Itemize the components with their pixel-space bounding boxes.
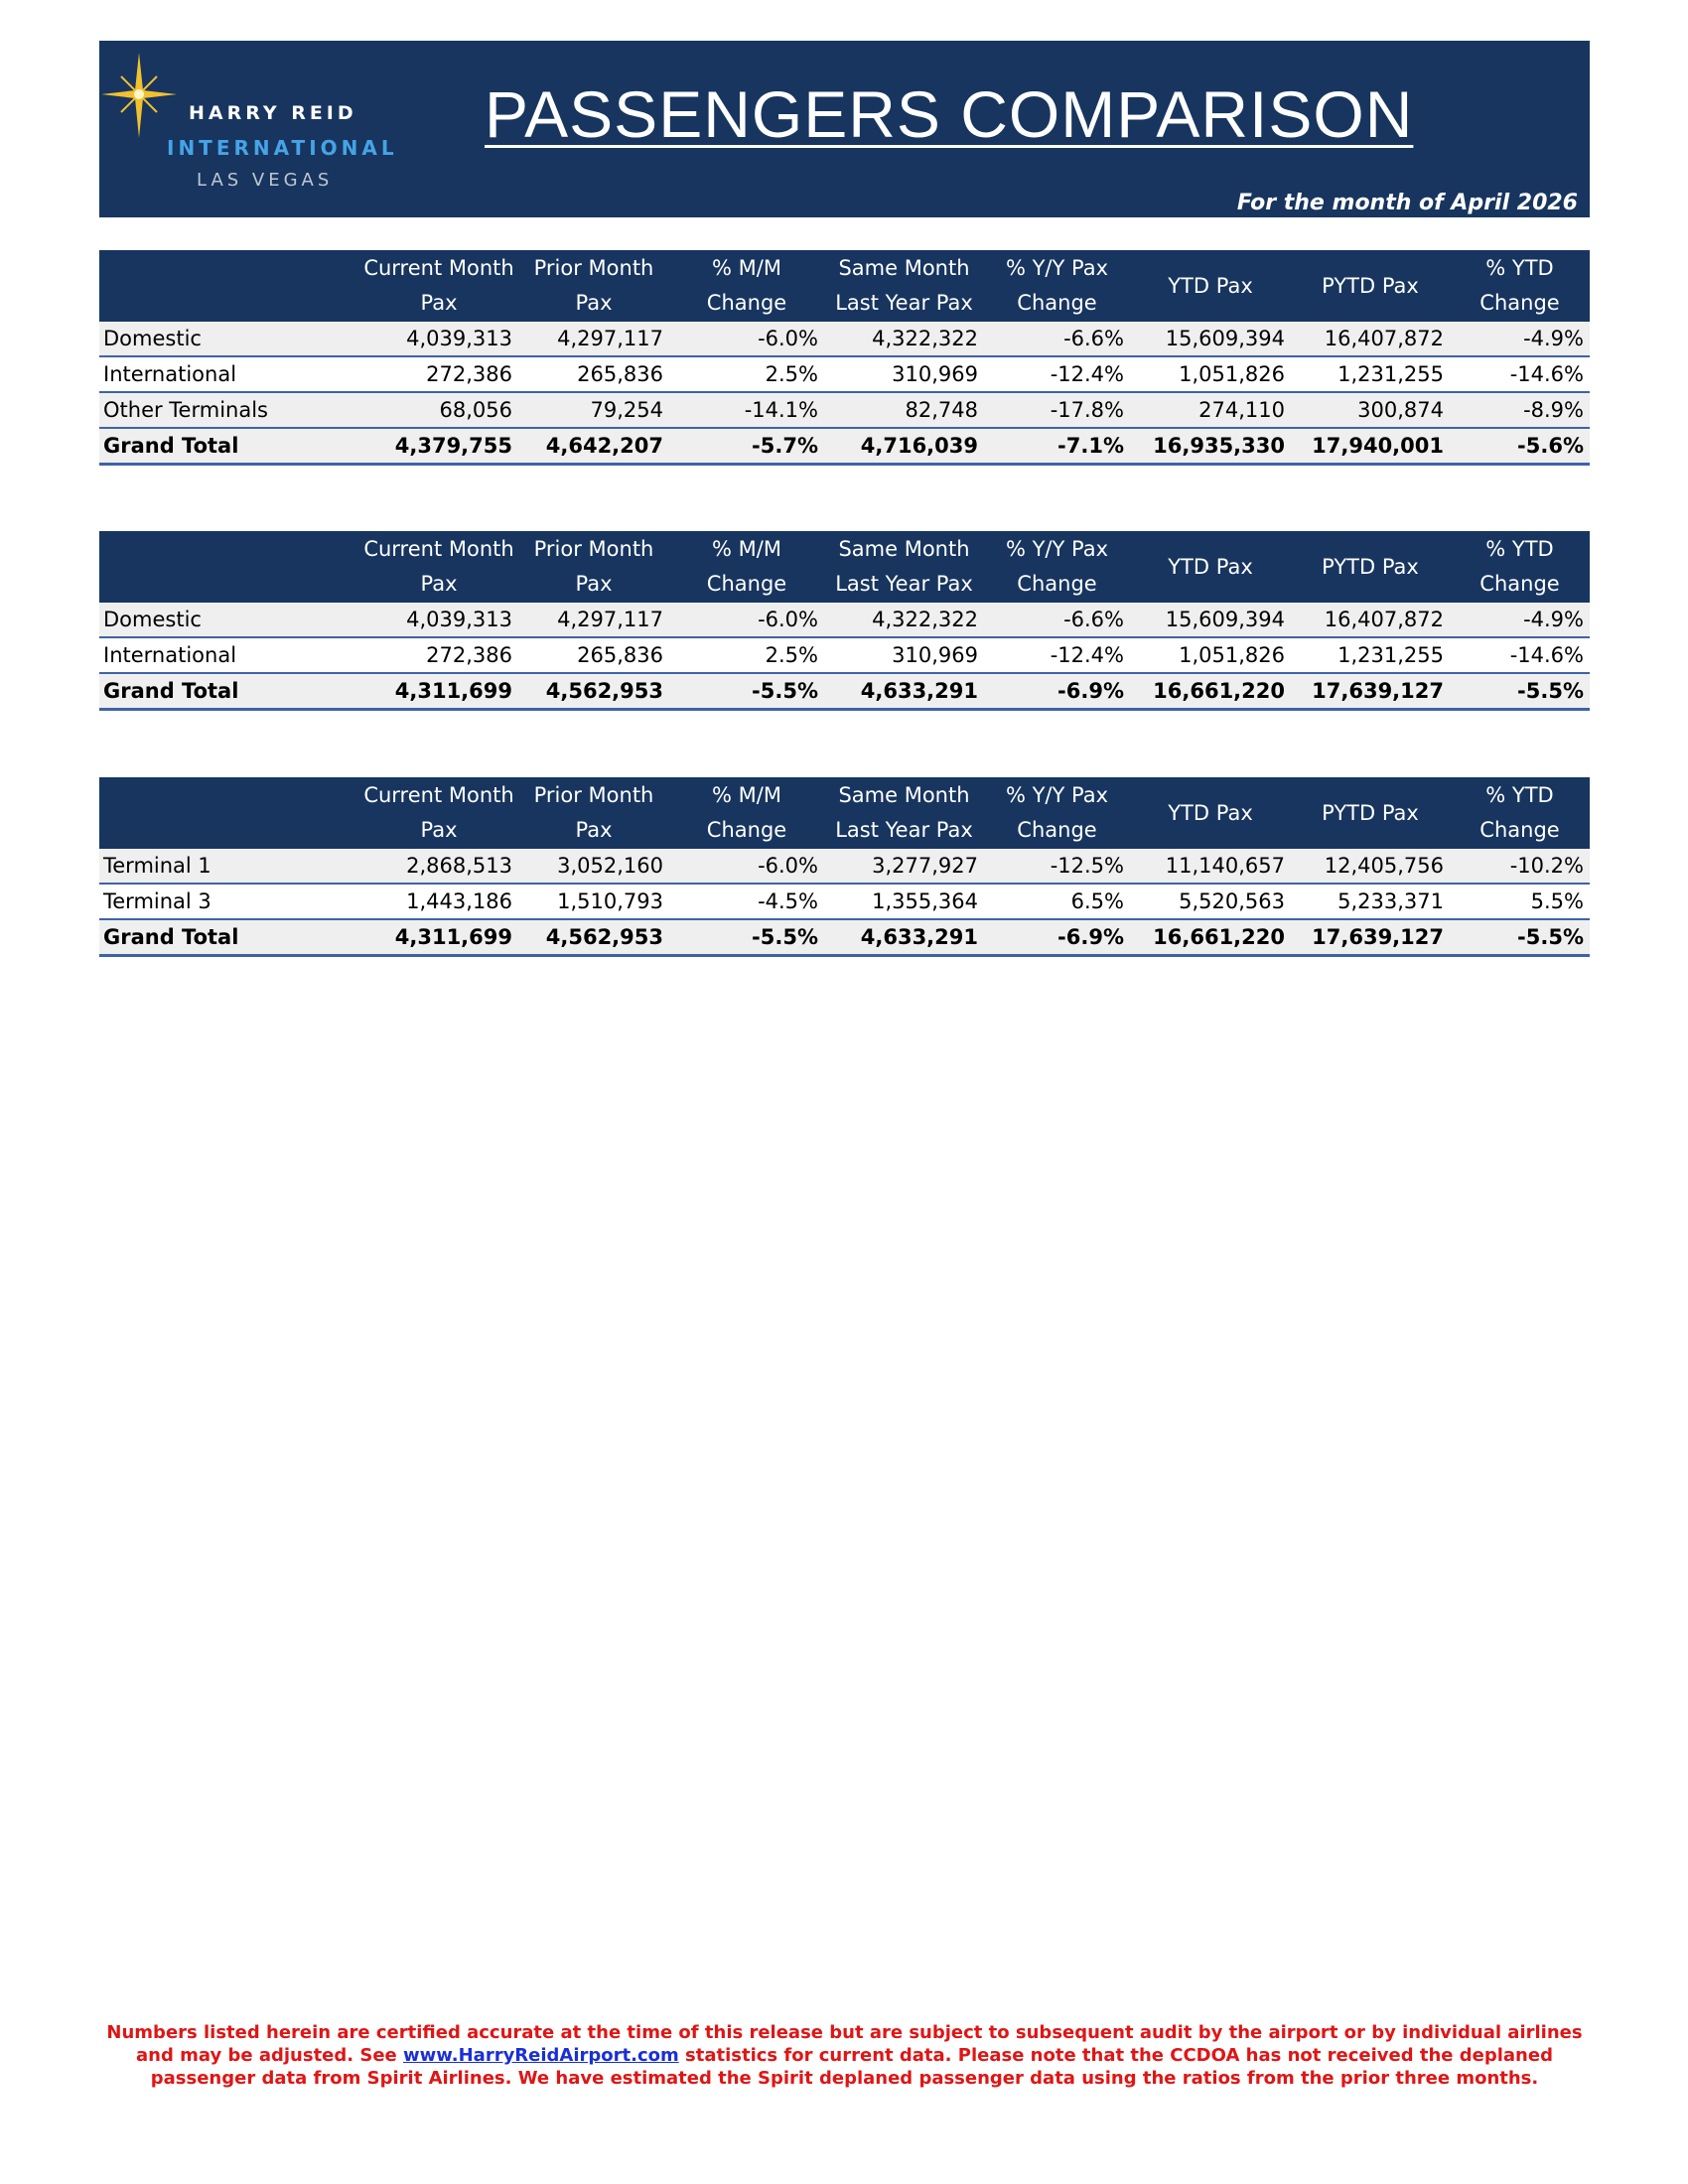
table-cell: 4,642,207 [518, 428, 669, 465]
table-cell: 310,969 [824, 356, 984, 392]
table-cell: -10.2% [1450, 849, 1590, 884]
table-cell: 6.5% [984, 884, 1130, 919]
table-cell: -6.9% [984, 673, 1130, 710]
passengers-table-domestic-international [99, 531, 1590, 711]
column-header: Prior Month Pax [518, 531, 669, 603]
table-cell: 1,051,826 [1130, 637, 1291, 673]
table-cell: 310,969 [824, 637, 984, 673]
column-header: Current Month Pax [359, 777, 518, 849]
row-label: Grand Total [99, 673, 359, 710]
table-cell: -5.7% [669, 428, 824, 465]
table-cell: -5.6% [1450, 428, 1590, 465]
disclaimer-footnote [99, 2021, 1590, 2090]
column-header [99, 250, 359, 322]
table-cell: 68,056 [359, 392, 518, 428]
page-title: PASSENGERS COMPARISON [485, 77, 1414, 151]
table-cell: 1,231,255 [1291, 356, 1450, 392]
table-row [99, 356, 1590, 392]
table-cell: 300,874 [1291, 392, 1450, 428]
column-header: PYTD Pax [1291, 531, 1450, 603]
column-header: Current Month Pax [359, 531, 518, 603]
table-row [99, 322, 1590, 356]
table-cell: -12.4% [984, 356, 1130, 392]
column-header: YTD Pax [1130, 531, 1291, 603]
table-cell: -12.4% [984, 637, 1130, 673]
row-label: International [99, 637, 359, 673]
column-header: PYTD Pax [1291, 250, 1450, 322]
table-cell: 12,405,756 [1291, 849, 1450, 884]
table-cell: 11,140,657 [1130, 849, 1291, 884]
table-cell: -7.1% [984, 428, 1130, 465]
row-label: Grand Total [99, 919, 359, 956]
column-header: % YTD Change [1450, 531, 1590, 603]
table-cell: 4,562,953 [518, 673, 669, 710]
table-row [99, 884, 1590, 919]
table-cell: -8.9% [1450, 392, 1590, 428]
column-header: YTD Pax [1130, 777, 1291, 849]
table-cell: 2,868,513 [359, 849, 518, 884]
column-header: PYTD Pax [1291, 777, 1450, 849]
column-header: YTD Pax [1130, 250, 1291, 322]
footnote-text-part2: statistics for current data. Please note that the CCDOA has not received the deplaned passenger data from Spirit Airlines. We have estimated the Spirit deplaned passenger data using the ratios from the prior three months. [150, 2045, 1553, 2089]
footnote-text-part1: Numbers listed herein are certified accurate at the time of this release but are subject to subsequent audit by the airport or by individual airlines and may be adjusted. See [106, 2022, 1583, 2066]
table-cell: 4,311,699 [359, 673, 518, 710]
star-icon [99, 51, 179, 140]
table-cell: 272,386 [359, 637, 518, 673]
column-header: Prior Month Pax [518, 250, 669, 322]
table-cell: 3,052,160 [518, 849, 669, 884]
column-header [99, 531, 359, 603]
row-label: Terminal 3 [99, 884, 359, 919]
table-cell: 16,407,872 [1291, 322, 1450, 356]
table-cell: 4,297,117 [518, 322, 669, 356]
table-cell: 16,407,872 [1291, 603, 1450, 637]
table-cell: 4,297,117 [518, 603, 669, 637]
table-cell: -17.8% [984, 392, 1130, 428]
table-cell: 5,233,371 [1291, 884, 1450, 919]
column-header: % M/M Change [669, 250, 824, 322]
table-cell: 272,386 [359, 356, 518, 392]
table-cell: 274,110 [1130, 392, 1291, 428]
table-cell: -14.6% [1450, 637, 1590, 673]
table-cell: 265,836 [518, 637, 669, 673]
column-header: Current Month Pax [359, 250, 518, 322]
column-header: % Y/Y Pax Change [984, 531, 1130, 603]
table-cell: 4,039,313 [359, 322, 518, 356]
logo-text-harry-reid: HARRY REID [189, 102, 357, 124]
table-header-row [99, 777, 1590, 849]
table-cell: 4,716,039 [824, 428, 984, 465]
column-header: Same Month Last Year Pax [824, 250, 984, 322]
grand-total-row [99, 919, 1590, 956]
table-cell: 79,254 [518, 392, 669, 428]
column-header: Same Month Last Year Pax [824, 531, 984, 603]
table-cell: 4,633,291 [824, 919, 984, 956]
table-cell: 17,639,127 [1291, 919, 1450, 956]
grand-total-row [99, 428, 1590, 465]
table-cell: -6.9% [984, 919, 1130, 956]
table-cell: 15,609,394 [1130, 322, 1291, 356]
table-cell: 4,633,291 [824, 673, 984, 710]
table-cell: 1,355,364 [824, 884, 984, 919]
table-cell: 15,609,394 [1130, 603, 1291, 637]
table-header-row [99, 531, 1590, 603]
passengers-table-by-type [99, 250, 1590, 466]
table-cell: 4,039,313 [359, 603, 518, 637]
header-banner [99, 41, 1590, 217]
column-header: % Y/Y Pax Change [984, 777, 1130, 849]
logo-text-las-vegas: LAS VEGAS [197, 170, 334, 191]
table-cell: -14.1% [669, 392, 824, 428]
table-row [99, 603, 1590, 637]
column-header: % M/M Change [669, 777, 824, 849]
table-cell: -12.5% [984, 849, 1130, 884]
table-cell: 265,836 [518, 356, 669, 392]
table-cell: 16,661,220 [1130, 673, 1291, 710]
table-cell: -6.0% [669, 322, 824, 356]
table-cell: 1,510,793 [518, 884, 669, 919]
table-cell: -6.6% [984, 603, 1130, 637]
grand-total-row [99, 673, 1590, 710]
table-cell: 1,231,255 [1291, 637, 1450, 673]
table-cell: -4.5% [669, 884, 824, 919]
airport-logo [99, 51, 398, 209]
row-label: Terminal 1 [99, 849, 359, 884]
table-cell: -6.0% [669, 603, 824, 637]
table-header-row [99, 250, 1590, 322]
table-cell: 2.5% [669, 356, 824, 392]
logo-text-international: INTERNATIONAL [167, 136, 398, 160]
row-label: Other Terminals [99, 392, 359, 428]
table-row [99, 392, 1590, 428]
table-cell: -5.5% [669, 673, 824, 710]
table-cell: 4,562,953 [518, 919, 669, 956]
table-cell: 4,322,322 [824, 603, 984, 637]
table-cell: 1,443,186 [359, 884, 518, 919]
table-cell: 3,277,927 [824, 849, 984, 884]
table-cell: 4,322,322 [824, 322, 984, 356]
table-cell: 17,940,001 [1291, 428, 1450, 465]
table-cell: -6.0% [669, 849, 824, 884]
table-cell: 5,520,563 [1130, 884, 1291, 919]
report-period: For the month of April 2026 [1236, 191, 1578, 215]
row-label: International [99, 356, 359, 392]
column-header: Same Month Last Year Pax [824, 777, 984, 849]
table-cell: -5.5% [1450, 919, 1590, 956]
table-cell: 82,748 [824, 392, 984, 428]
column-header: % Y/Y Pax Change [984, 250, 1130, 322]
table-cell: -14.6% [1450, 356, 1590, 392]
table-cell: 5.5% [1450, 884, 1590, 919]
column-header: % YTD Change [1450, 250, 1590, 322]
table-cell: -4.9% [1450, 322, 1590, 356]
column-header: % YTD Change [1450, 777, 1590, 849]
airport-website-link[interactable]: www.HarryReidAirport.com [403, 2045, 679, 2066]
table-cell: 4,311,699 [359, 919, 518, 956]
column-header [99, 777, 359, 849]
column-header: Prior Month Pax [518, 777, 669, 849]
table-row [99, 849, 1590, 884]
table-cell: -4.9% [1450, 603, 1590, 637]
table-cell: 4,379,755 [359, 428, 518, 465]
table-cell: 17,639,127 [1291, 673, 1450, 710]
column-header: % M/M Change [669, 531, 824, 603]
table-cell: 16,935,330 [1130, 428, 1291, 465]
row-label: Grand Total [99, 428, 359, 465]
row-label: Domestic [99, 322, 359, 356]
passengers-table-by-terminal [99, 777, 1590, 957]
row-label: Domestic [99, 603, 359, 637]
table-cell: 1,051,826 [1130, 356, 1291, 392]
table-cell: -5.5% [1450, 673, 1590, 710]
table-cell: -5.5% [669, 919, 824, 956]
table-cell: 16,661,220 [1130, 919, 1291, 956]
table-row [99, 637, 1590, 673]
table-cell: -6.6% [984, 322, 1130, 356]
table-cell: 2.5% [669, 637, 824, 673]
